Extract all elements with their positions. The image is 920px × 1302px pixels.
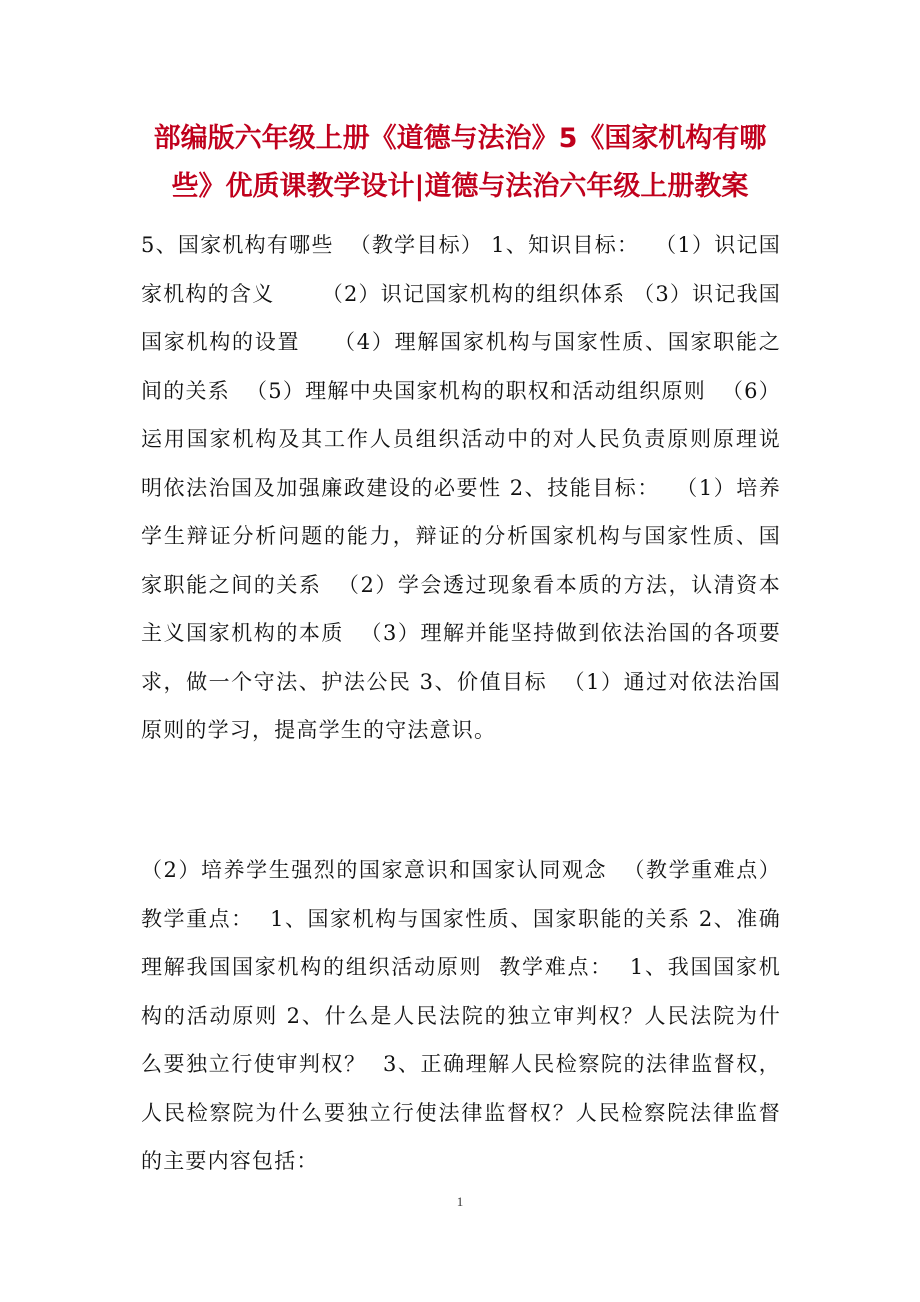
body-paragraph-key-points: （2）培养学生强烈的国家意识和国家认同观念 （教学重难点） 教学重点： 1、国家机构与国家性质、国家职能的关系 2、准确理解我国国家机构的组织活动原则 教学难点： 1、我国国家机构的活动原则 2、什么是人民法院的独立审判权？人民法院为什么要独立行使审判权？ 3、正确理解人民检察院的法律监督权，人民检察院为什么要独立行使法律监督权？人民检察院法律监督的主要内容包括： xyxy=(141,858,797,1173)
page-number: 1 xyxy=(456,1194,464,1209)
document-title: 部编版六年级上册《道德与法治》5《国家机构有哪些》优质课教学设计|道德与法治六年级上册教案 xyxy=(153,123,767,202)
body-paragraph-objectives: 5、国家机构有哪些 （教学目标） 1、知识目标： （1）识记国家机构的含义 （2）识记国家机构的组织体系 （3）识记我国国家机构的设置 （4）理解国家机构与国家性质、国家职能之间的关系 （5）理解中央国家机构的职权和活动组织原则 （6）运用国家机构及其工作人员组织活动中的对人民负责原则原理说明依法治国及加强廉政建设的必要性 2、技能目标： （1）培养学生辩证分析问题的能力，辩证的分析国家机构与国家性质、国家职能之间的关系 （2）学会透过现象看本质的方法，认清资本主义国家机构的本质 （3）理解并能坚持做到依法治国的各项要求，做一个守法、护法公民 3、价值目标 （1）通过对依法治国原则的学习，提高学生的守法意识。 xyxy=(141,233,781,742)
